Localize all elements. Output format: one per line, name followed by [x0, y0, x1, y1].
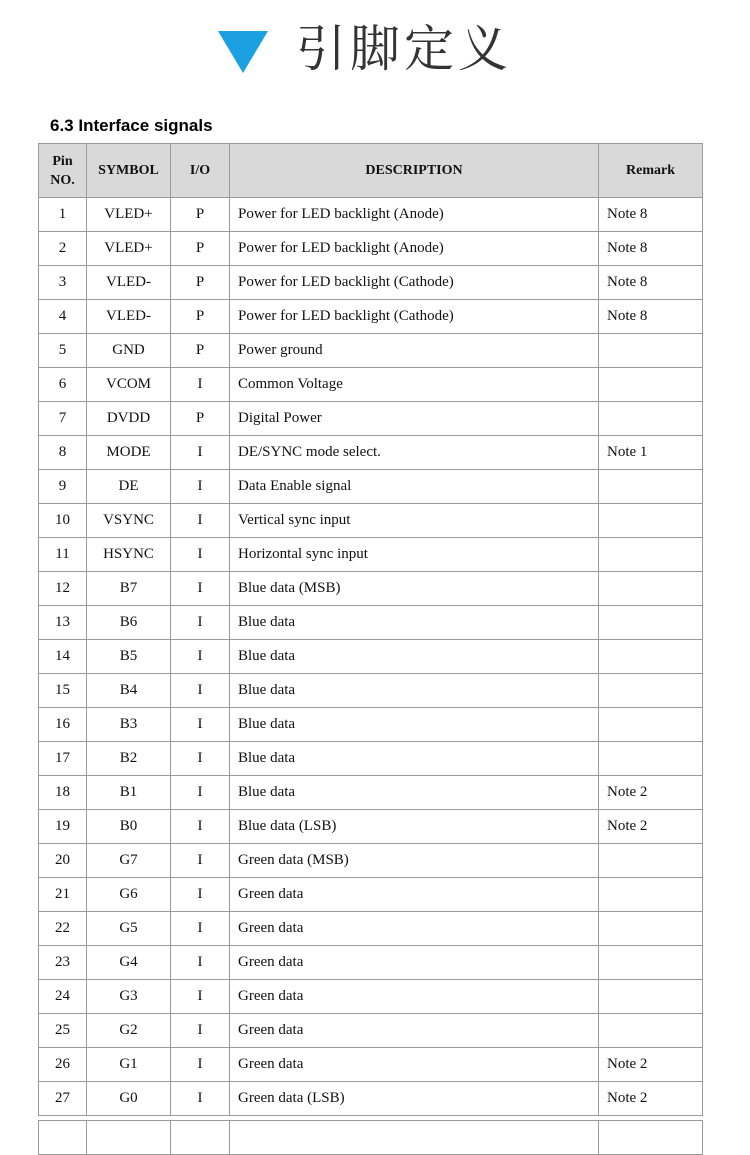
- pin-cell: 16: [39, 708, 87, 742]
- interface-signals-table: [38, 143, 703, 1116]
- io-cell: I: [171, 878, 230, 912]
- io-cell: I: [171, 572, 230, 606]
- symbol-cell: B3: [87, 708, 171, 742]
- symbol-cell: DE: [87, 470, 171, 504]
- symbol-cell: GND: [87, 334, 171, 368]
- description-cell: Blue data: [230, 708, 599, 742]
- remark-cell: [599, 980, 703, 1014]
- table-row: [39, 470, 703, 504]
- table-row: [39, 606, 703, 640]
- pin-cell: 26: [39, 1048, 87, 1082]
- pin-cell: 3: [39, 266, 87, 300]
- table-row: [39, 198, 703, 232]
- table-row: [39, 436, 703, 470]
- symbol-cell: VLED+: [87, 198, 171, 232]
- io-cell: I: [171, 606, 230, 640]
- table-row: [39, 844, 703, 878]
- io-cell: P: [171, 300, 230, 334]
- symbol-cell: B1: [87, 776, 171, 810]
- table-row: [39, 708, 703, 742]
- symbol-cell: G1: [87, 1048, 171, 1082]
- description-cell: Green data: [230, 980, 599, 1014]
- remark-cell: Note 8: [599, 198, 703, 232]
- table-continuation-row: [38, 1120, 703, 1155]
- symbol-cell: G4: [87, 946, 171, 980]
- io-cell: I: [171, 776, 230, 810]
- symbol-cell: B7: [87, 572, 171, 606]
- description-cell: Blue data: [230, 776, 599, 810]
- symbol-cell: G3: [87, 980, 171, 1014]
- remark-cell: [599, 946, 703, 980]
- symbol-cell: VSYNC: [87, 504, 171, 538]
- table-row: [39, 572, 703, 606]
- pin-cell: 7: [39, 402, 87, 436]
- remark-cell: Note 8: [599, 266, 703, 300]
- description-cell: Data Enable signal: [230, 470, 599, 504]
- pin-cell: 27: [39, 1082, 87, 1116]
- section-title: 6.3 Interface signals: [50, 116, 213, 135]
- pin-cell: 10: [39, 504, 87, 538]
- remark-cell: [599, 504, 703, 538]
- remark-cell: [599, 708, 703, 742]
- column-header-symbol: SYMBOL: [87, 144, 171, 198]
- description-cell: Vertical sync input: [230, 504, 599, 538]
- table-row: [39, 266, 703, 300]
- remark-cell: Note 8: [599, 232, 703, 266]
- symbol-cell: DVDD: [87, 402, 171, 436]
- pin-cell: 24: [39, 980, 87, 1014]
- io-cell: I: [171, 946, 230, 980]
- table-row: [39, 1082, 703, 1116]
- pin-cell: 5: [39, 334, 87, 368]
- io-cell: I: [171, 640, 230, 674]
- symbol-cell: VLED-: [87, 300, 171, 334]
- symbol-cell: G7: [87, 844, 171, 878]
- remark-cell: Note 2: [599, 776, 703, 810]
- io-cell: P: [171, 232, 230, 266]
- pin-cell: 12: [39, 572, 87, 606]
- page-title: 引脚定义: [296, 20, 512, 78]
- column-header-pin: Pin NO.: [39, 144, 87, 198]
- page-header: [0, 0, 750, 100]
- description-cell: DE/SYNC mode select.: [230, 436, 599, 470]
- remark-cell: [599, 844, 703, 878]
- pin-cell: 2: [39, 232, 87, 266]
- down-triangle-icon: [218, 31, 268, 73]
- remark-cell: Note 8: [599, 300, 703, 334]
- remark-cell: Note 2: [599, 1048, 703, 1082]
- table-row: [39, 912, 703, 946]
- io-cell: I: [171, 844, 230, 878]
- table-row: [39, 232, 703, 266]
- table-header-row: [39, 144, 703, 198]
- io-cell: I: [171, 742, 230, 776]
- pin-cell: 1: [39, 198, 87, 232]
- symbol-cell: VCOM: [87, 368, 171, 402]
- pin-cell: 6: [39, 368, 87, 402]
- io-cell: I: [171, 504, 230, 538]
- pin-cell: 15: [39, 674, 87, 708]
- io-cell: I: [171, 538, 230, 572]
- remark-cell: Note 2: [599, 810, 703, 844]
- description-cell: Green data: [230, 946, 599, 980]
- pin-cell: 9: [39, 470, 87, 504]
- description-cell: Power for LED backlight (Cathode): [230, 266, 599, 300]
- io-cell: I: [171, 1048, 230, 1082]
- description-cell: Blue data: [230, 674, 599, 708]
- io-cell: I: [171, 470, 230, 504]
- io-cell: I: [171, 708, 230, 742]
- io-cell: I: [171, 674, 230, 708]
- description-cell: Power for LED backlight (Anode): [230, 198, 599, 232]
- description-cell: Green data: [230, 1048, 599, 1082]
- remark-cell: [599, 334, 703, 368]
- description-cell: Power for LED backlight (Anode): [230, 232, 599, 266]
- remark-cell: [599, 912, 703, 946]
- pin-cell: 17: [39, 742, 87, 776]
- io-cell: I: [171, 1014, 230, 1048]
- remark-cell: [599, 742, 703, 776]
- table-row: [39, 538, 703, 572]
- remark-cell: Note 1: [599, 436, 703, 470]
- description-cell: Blue data: [230, 742, 599, 776]
- table-row: [39, 504, 703, 538]
- pin-cell: 25: [39, 1014, 87, 1048]
- symbol-cell: G0: [87, 1082, 171, 1116]
- io-cell: P: [171, 402, 230, 436]
- pin-cell: 23: [39, 946, 87, 980]
- table-row: [39, 1014, 703, 1048]
- description-cell: Green data: [230, 912, 599, 946]
- io-cell: I: [171, 368, 230, 402]
- column-header-io: I/O: [171, 144, 230, 198]
- symbol-cell: MODE: [87, 436, 171, 470]
- symbol-cell: B5: [87, 640, 171, 674]
- symbol-cell: B2: [87, 742, 171, 776]
- description-cell: Common Voltage: [230, 368, 599, 402]
- pin-cell: 11: [39, 538, 87, 572]
- io-cell: I: [171, 1082, 230, 1116]
- symbol-cell: G5: [87, 912, 171, 946]
- description-cell: Blue data: [230, 606, 599, 640]
- description-cell: Blue data (MSB): [230, 572, 599, 606]
- symbol-cell: VLED+: [87, 232, 171, 266]
- pin-cell: 4: [39, 300, 87, 334]
- symbol-cell: B6: [87, 606, 171, 640]
- description-cell: Blue data: [230, 640, 599, 674]
- pin-cell: 18: [39, 776, 87, 810]
- pin-cell: 14: [39, 640, 87, 674]
- description-cell: Digital Power: [230, 402, 599, 436]
- table-row: [39, 640, 703, 674]
- remark-cell: [599, 1014, 703, 1048]
- remark-cell: Note 2: [599, 1082, 703, 1116]
- table-row: [39, 946, 703, 980]
- remark-cell: [599, 878, 703, 912]
- io-cell: I: [171, 810, 230, 844]
- table-row: [39, 402, 703, 436]
- column-header-description: DESCRIPTION: [230, 144, 599, 198]
- symbol-cell: B0: [87, 810, 171, 844]
- table-row: [39, 368, 703, 402]
- remark-cell: [599, 538, 703, 572]
- description-cell: Green data: [230, 1014, 599, 1048]
- pin-cell: 22: [39, 912, 87, 946]
- description-cell: Green data: [230, 878, 599, 912]
- remark-cell: [599, 606, 703, 640]
- pin-cell: 8: [39, 436, 87, 470]
- table-row: [39, 300, 703, 334]
- io-cell: I: [171, 980, 230, 1014]
- description-cell: Green data (MSB): [230, 844, 599, 878]
- io-cell: P: [171, 266, 230, 300]
- symbol-cell: G2: [87, 1014, 171, 1048]
- remark-cell: [599, 368, 703, 402]
- table-row: [39, 742, 703, 776]
- table-row: [39, 878, 703, 912]
- column-header-remark: Remark: [599, 144, 703, 198]
- pin-cell: 19: [39, 810, 87, 844]
- pin-cell: 20: [39, 844, 87, 878]
- table-row: [39, 334, 703, 368]
- io-cell: I: [171, 912, 230, 946]
- description-cell: Green data (LSB): [230, 1082, 599, 1116]
- table-row: [39, 810, 703, 844]
- pin-cell: 21: [39, 878, 87, 912]
- table-row: [39, 980, 703, 1014]
- io-cell: P: [171, 334, 230, 368]
- io-cell: P: [171, 198, 230, 232]
- pin-cell: 13: [39, 606, 87, 640]
- table-row: [39, 776, 703, 810]
- remark-cell: [599, 640, 703, 674]
- symbol-cell: HSYNC: [87, 538, 171, 572]
- symbol-cell: B4: [87, 674, 171, 708]
- description-cell: Horizontal sync input: [230, 538, 599, 572]
- symbol-cell: VLED-: [87, 266, 171, 300]
- symbol-cell: G6: [87, 878, 171, 912]
- table-row: [39, 1048, 703, 1082]
- remark-cell: [599, 572, 703, 606]
- io-cell: I: [171, 436, 230, 470]
- remark-cell: [599, 402, 703, 436]
- table-row: [39, 674, 703, 708]
- description-cell: Power for LED backlight (Cathode): [230, 300, 599, 334]
- remark-cell: [599, 470, 703, 504]
- remark-cell: [599, 674, 703, 708]
- description-cell: Blue data (LSB): [230, 810, 599, 844]
- description-cell: Power ground: [230, 334, 599, 368]
